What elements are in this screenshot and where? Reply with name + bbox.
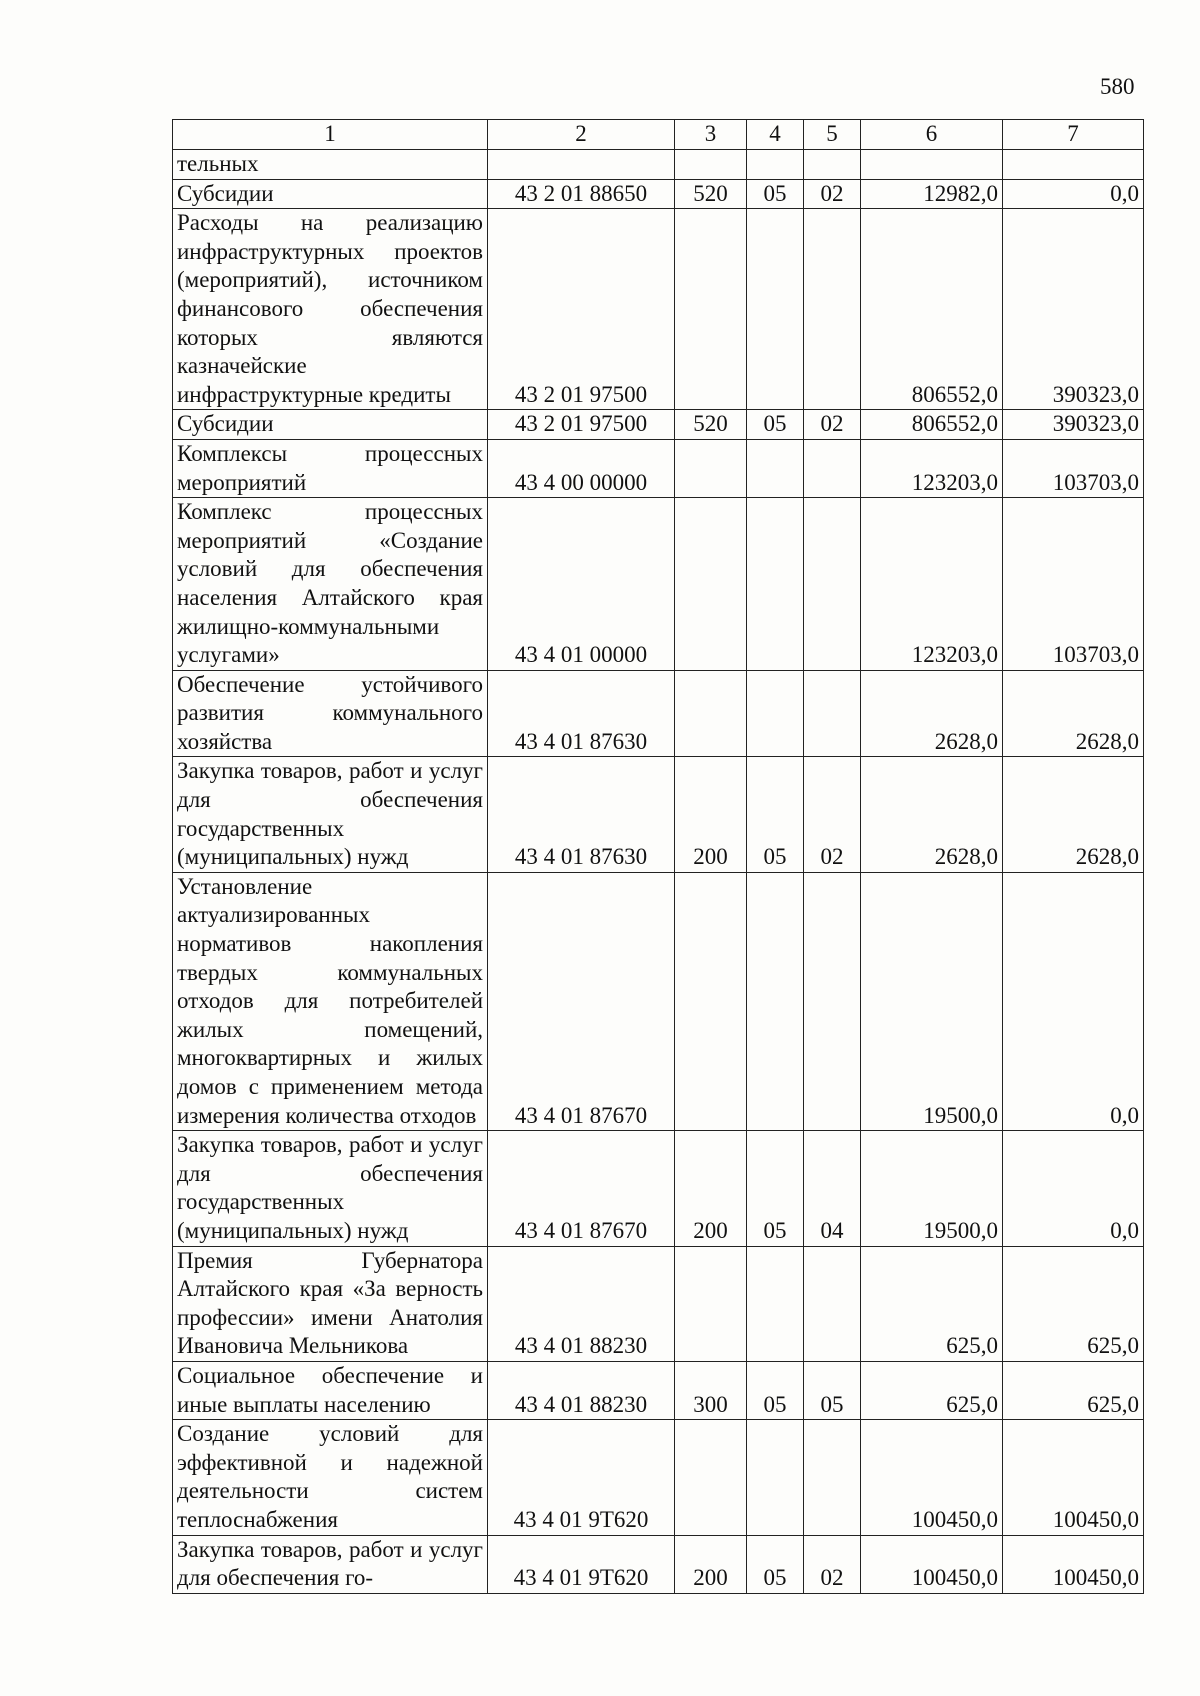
row-section-cell: 05	[747, 757, 804, 872]
row-expense-type-cell: 520	[675, 179, 747, 209]
row-code-cell: 43 4 01 88230	[488, 1246, 675, 1361]
row-amount-year2-cell: 2628,0	[1003, 757, 1144, 872]
row-code-cell: 43 4 01 87630	[488, 757, 675, 872]
header-row	[173, 120, 1144, 150]
row-amount-year2-cell: 103703,0	[1003, 498, 1144, 671]
row-code-cell	[488, 150, 675, 180]
row-amount-year2-cell: 390323,0	[1003, 410, 1144, 440]
row-expense-type-cell: 200	[675, 757, 747, 872]
page-number: 580	[1100, 74, 1135, 99]
row-amount-year2-cell	[1003, 150, 1144, 180]
row-amount-year1-cell: 123203,0	[861, 498, 1003, 671]
header-cell: 3	[675, 120, 747, 150]
row-amount-year1-cell: 2628,0	[861, 757, 1003, 872]
row-amount-year2-cell: 103703,0	[1003, 439, 1144, 497]
header-cell: 7	[1003, 120, 1144, 150]
table-row	[173, 757, 1144, 872]
row-section-cell	[747, 1420, 804, 1535]
row-section-cell: 05	[747, 410, 804, 440]
table-row	[173, 670, 1144, 757]
row-subsection-cell	[804, 150, 861, 180]
row-subsection-cell	[804, 498, 861, 671]
row-amount-year1-cell: 12982,0	[861, 179, 1003, 209]
table-row	[173, 209, 1144, 410]
row-expense-type-cell	[675, 439, 747, 497]
row-amount-year1-cell	[861, 150, 1003, 180]
row-code-cell: 43 4 01 87670	[488, 872, 675, 1130]
row-subsection-cell	[804, 209, 861, 410]
row-code-cell: 43 2 01 97500	[488, 410, 675, 440]
row-name-cell: Социальное обеспечение и иные выплаты населению	[173, 1361, 488, 1419]
row-section-cell	[747, 150, 804, 180]
row-section-cell: 05	[747, 179, 804, 209]
row-name-cell: Установление актуализированных нормативов накопления твердых коммунальных отходов для потребителей жилых помещений, многоквартирных и жилых домов с применением метода измерения количества отходов	[173, 872, 488, 1130]
row-amount-year2-cell: 2628,0	[1003, 670, 1144, 757]
row-code-cell: 43 4 01 9Т620	[488, 1420, 675, 1535]
row-amount-year2-cell: 625,0	[1003, 1246, 1144, 1361]
header-cell: 2	[488, 120, 675, 150]
row-subsection-cell: 02	[804, 179, 861, 209]
row-amount-year1-cell: 625,0	[861, 1361, 1003, 1419]
row-subsection-cell: 02	[804, 1535, 861, 1593]
row-expense-type-cell: 200	[675, 1131, 747, 1246]
header-cell: 1	[173, 120, 488, 150]
header-cell: 5	[804, 120, 861, 150]
row-code-cell: 43 4 01 00000	[488, 498, 675, 671]
row-expense-type-cell	[675, 1420, 747, 1535]
row-amount-year1-cell: 123203,0	[861, 439, 1003, 497]
row-subsection-cell: 02	[804, 757, 861, 872]
row-expense-type-cell	[675, 872, 747, 1130]
row-section-cell: 05	[747, 1361, 804, 1419]
row-name-cell: тельных	[173, 150, 488, 180]
row-code-cell: 43 4 01 87670	[488, 1131, 675, 1246]
table-row	[173, 410, 1144, 440]
row-amount-year1-cell: 100450,0	[861, 1420, 1003, 1535]
table-row	[173, 872, 1144, 1130]
row-name-cell: Закупка товаров, работ и услуг для обеспечения государственных (муниципальных) нужд	[173, 1131, 488, 1246]
table-row	[173, 1131, 1144, 1246]
row-amount-year1-cell: 2628,0	[861, 670, 1003, 757]
row-subsection-cell	[804, 439, 861, 497]
row-section-cell	[747, 439, 804, 497]
row-name-cell: Закупка товаров, работ и услуг для обеспечения государственных (муниципальных) нужд	[173, 757, 488, 872]
table-row	[173, 1361, 1144, 1419]
row-name-cell: Закупка товаров, работ и услуг для обеспечения го-	[173, 1535, 488, 1593]
row-name-cell: Обеспечение устойчивого развития коммунального хозяйства	[173, 670, 488, 757]
row-amount-year2-cell: 390323,0	[1003, 209, 1144, 410]
budget-table	[172, 119, 1144, 1594]
row-expense-type-cell: 200	[675, 1535, 747, 1593]
row-amount-year2-cell: 0,0	[1003, 1131, 1144, 1246]
row-expense-type-cell	[675, 670, 747, 757]
row-amount-year1-cell: 625,0	[861, 1246, 1003, 1361]
row-amount-year1-cell: 19500,0	[861, 1131, 1003, 1246]
row-name-cell: Комплекс процессных мероприятий «Создание условий для обеспечения населения Алтайского края жилищно-коммунальными услугами»	[173, 498, 488, 671]
row-subsection-cell	[804, 1246, 861, 1361]
row-code-cell: 43 2 01 97500	[488, 209, 675, 410]
row-amount-year1-cell: 19500,0	[861, 872, 1003, 1130]
row-amount-year2-cell: 100450,0	[1003, 1420, 1144, 1535]
row-section-cell	[747, 670, 804, 757]
row-code-cell: 43 4 01 9Т620	[488, 1535, 675, 1593]
row-amount-year1-cell: 806552,0	[861, 209, 1003, 410]
table-row	[173, 150, 1144, 180]
table-row	[173, 1246, 1144, 1361]
row-expense-type-cell	[675, 209, 747, 410]
row-subsection-cell	[804, 670, 861, 757]
row-amount-year2-cell: 100450,0	[1003, 1535, 1144, 1593]
row-code-cell: 43 4 00 00000	[488, 439, 675, 497]
row-name-cell: Премия Губернатора Алтайского края «За верность профессии» имени Анатолия Ивановича Мельникова	[173, 1246, 488, 1361]
row-section-cell: 05	[747, 1131, 804, 1246]
row-amount-year1-cell: 100450,0	[861, 1535, 1003, 1593]
table-row	[173, 1535, 1144, 1593]
row-expense-type-cell: 520	[675, 410, 747, 440]
row-expense-type-cell	[675, 150, 747, 180]
row-subsection-cell: 02	[804, 410, 861, 440]
row-section-cell	[747, 1246, 804, 1361]
table-row	[173, 439, 1144, 497]
row-code-cell: 43 2 01 88650	[488, 179, 675, 209]
row-code-cell: 43 4 01 87630	[488, 670, 675, 757]
row-section-cell	[747, 498, 804, 671]
row-section-cell	[747, 209, 804, 410]
table-row	[173, 179, 1144, 209]
row-section-cell	[747, 872, 804, 1130]
table-body	[173, 150, 1144, 1594]
row-name-cell: Субсидии	[173, 179, 488, 209]
row-amount-year1-cell: 806552,0	[861, 410, 1003, 440]
row-code-cell: 43 4 01 88230	[488, 1361, 675, 1419]
row-expense-type-cell: 300	[675, 1361, 747, 1419]
header-cell: 4	[747, 120, 804, 150]
row-name-cell: Расходы на реализацию инфраструктурных проектов (мероприятий), источником финансового обеспечения которых являются казначейские инфраструктурные кредиты	[173, 209, 488, 410]
row-name-cell: Комплексы процессных мероприятий	[173, 439, 488, 497]
row-name-cell: Субсидии	[173, 410, 488, 440]
row-amount-year2-cell: 0,0	[1003, 872, 1144, 1130]
table-row	[173, 498, 1144, 671]
row-amount-year2-cell: 625,0	[1003, 1361, 1144, 1419]
row-section-cell: 05	[747, 1535, 804, 1593]
table-row	[173, 1420, 1144, 1535]
row-amount-year2-cell: 0,0	[1003, 179, 1144, 209]
row-expense-type-cell	[675, 1246, 747, 1361]
row-name-cell: Создание условий для эффективной и надежной деятельности систем теплоснабжения	[173, 1420, 488, 1535]
header-cell: 6	[861, 120, 1003, 150]
row-expense-type-cell	[675, 498, 747, 671]
row-subsection-cell	[804, 1420, 861, 1535]
row-subsection-cell	[804, 872, 861, 1130]
row-subsection-cell: 05	[804, 1361, 861, 1419]
row-subsection-cell: 04	[804, 1131, 861, 1246]
